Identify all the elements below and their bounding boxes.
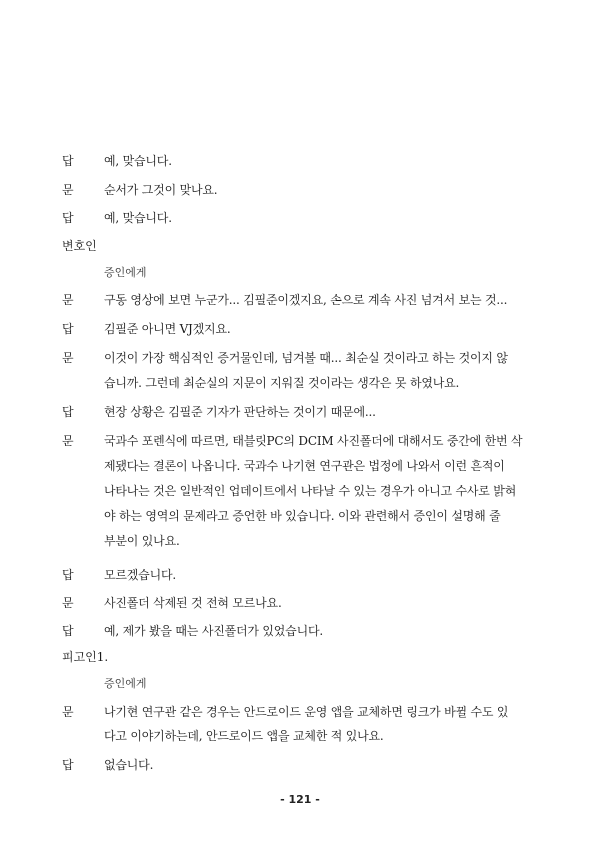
entry-line: 다고 이야기하는데, 안드로이드 앱을 교체한 적 있나요. bbox=[104, 729, 384, 743]
entry-line: 예, 맞습니다. bbox=[104, 211, 172, 225]
question-marker: 문 bbox=[62, 705, 74, 719]
addressee-label: 증인에게 bbox=[104, 677, 147, 690]
entry-line: 제됐다는 결론이 나옵니다. 국과수 나기현 연구관은 법정에 나와서 이런 흔적이 bbox=[104, 459, 505, 473]
page-number: - 121 - bbox=[280, 793, 320, 806]
entry-line: 야 하는 영역의 문제라고 증언한 바 있습니다. 이와 관련해서 증인이 설명해 줄 bbox=[104, 509, 501, 523]
entry-line: 김필준 아니면 VJ겠지요. bbox=[104, 322, 231, 336]
question-marker: 문 bbox=[62, 183, 74, 197]
question-marker: 문 bbox=[62, 596, 74, 610]
entry-line: 나기현 연구관 같은 경우는 안드로이드 운영 앱을 교체하면 링크가 바뀔 수도 있 bbox=[104, 705, 509, 719]
answer-marker: 답 bbox=[62, 568, 74, 582]
entry-line: 현장 상황은 김필준 기자가 판단하는 것이기 때문에... bbox=[104, 405, 376, 419]
entry-line: 구동 영상에 보면 누군가... 김필준이겠지요, 손으로 계속 사진 넘겨서 보는 것... bbox=[104, 293, 508, 307]
entry-line: 순서가 그것이 맞나요. bbox=[104, 183, 218, 197]
entry-line: 예, 제가 봤을 때는 사진폴더가 있었습니다. bbox=[104, 624, 323, 638]
speaker-heading: 피고인1. bbox=[62, 650, 109, 664]
answer-marker: 답 bbox=[62, 405, 74, 419]
answer-marker: 답 bbox=[62, 758, 74, 772]
question-marker: 문 bbox=[62, 293, 74, 307]
addressee-label: 증인에게 bbox=[104, 266, 147, 279]
entry-line: 부분이 있나요. bbox=[104, 534, 180, 548]
entry-line: 국과수 포렌식에 따르면, 태블릿PC의 DCIM 사진폴더에 대해서도 중간에 한번 삭 bbox=[104, 434, 523, 448]
question-marker: 문 bbox=[62, 434, 74, 448]
entry-line: 나타나는 것은 일반적인 업데이트에서 나타날 수 있는 경우가 아니고 수사로 밝혀 bbox=[104, 484, 517, 498]
entry-line: 예, 맞습니다. bbox=[104, 154, 172, 168]
speaker-heading: 변호인 bbox=[62, 239, 97, 253]
entry-line: 사진폴더 삭제된 것 전혀 모르나요. bbox=[104, 596, 282, 610]
entry-line: 없습니다. bbox=[104, 758, 154, 772]
answer-marker: 답 bbox=[62, 154, 74, 168]
question-marker: 문 bbox=[62, 351, 74, 365]
entry-line: 습니까. 그런데 최순실의 지문이 지워질 것이라는 생각은 못 하였나요. bbox=[104, 376, 460, 390]
answer-marker: 답 bbox=[62, 322, 74, 336]
entry-line: 모르겠습니다. bbox=[104, 568, 176, 582]
answer-marker: 답 bbox=[62, 624, 74, 638]
entry-line: 이것이 가장 핵심적인 증거물인데, 넘겨볼 때... 최순실 것이라고 하는 것이지 않 bbox=[104, 351, 508, 365]
answer-marker: 답 bbox=[62, 211, 74, 225]
